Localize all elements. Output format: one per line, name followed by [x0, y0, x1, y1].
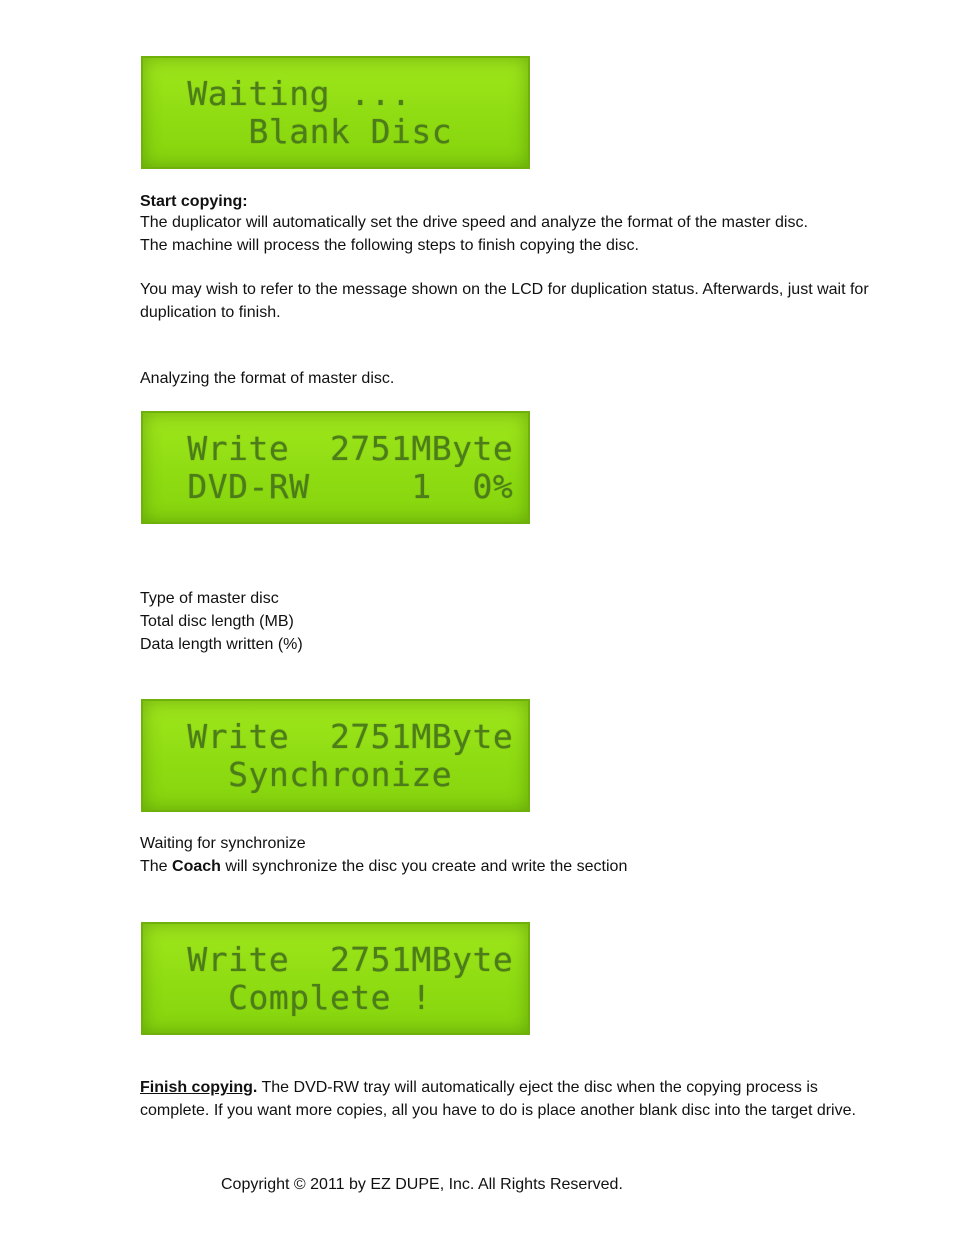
lcd-line-2: Complete !: [167, 978, 432, 1017]
lcd-line-2: DVD-RW 1 0%: [167, 467, 514, 506]
lcd-line-2: Synchronize: [167, 755, 453, 794]
finish-dot: .: [252, 1079, 258, 1096]
analyzing-caption: Analyzing the format of master disc.: [140, 370, 395, 387]
lcd-line-1: Write 2751MByte: [167, 429, 514, 468]
finish-text: The DVD-RW tray will automatically eject the disc when the copying process is complete. If you want more copies, all you have to do is place another blank disc into the target drive.: [140, 1079, 856, 1119]
start-paragraph-2: The machine will process the following steps to finish copying the disc.: [140, 237, 639, 254]
legend-length: Total disc length (MB): [140, 613, 294, 630]
lcd-line-1: Waiting ...: [167, 74, 412, 113]
legend-type: Type of master disc: [140, 590, 279, 607]
coach-label: Coach: [172, 858, 221, 875]
finish-paragraph: [140, 1076, 880, 1122]
lcd-display-complete: [141, 922, 530, 1035]
finish-copying-heading: Finish copying: [140, 1079, 253, 1096]
legend-written: Data length written (%): [140, 636, 303, 653]
start-paragraph-1: The duplicator will automatically set the drive speed and analyze the format of the master disc.: [140, 214, 808, 231]
copyright-footer: Copyright © 2011 by EZ DUPE, Inc. All Rights Reserved.: [221, 1176, 623, 1193]
lcd-line-1: Write 2751MByte: [167, 940, 514, 979]
sync-caption: Waiting for synchronize: [140, 835, 306, 852]
lcd-line-2: Blank Disc: [167, 112, 453, 151]
sync-pre: The: [140, 858, 173, 875]
start-paragraph-3: You may wish to refer to the message shown on the LCD for duplication status. Afterwards, just wait for duplication to finish.: [140, 281, 869, 321]
lcd-line-1: Write 2751MByte: [167, 717, 514, 756]
sync-post: will synchronize the disc you create and write the section: [220, 858, 628, 875]
lcd-display-write-progress: [141, 411, 530, 524]
sync-description: [140, 855, 880, 878]
lcd-display-waiting: [141, 56, 530, 169]
start-copying-heading: Start copying:: [140, 193, 248, 210]
lcd-display-synchronize: [141, 699, 530, 812]
